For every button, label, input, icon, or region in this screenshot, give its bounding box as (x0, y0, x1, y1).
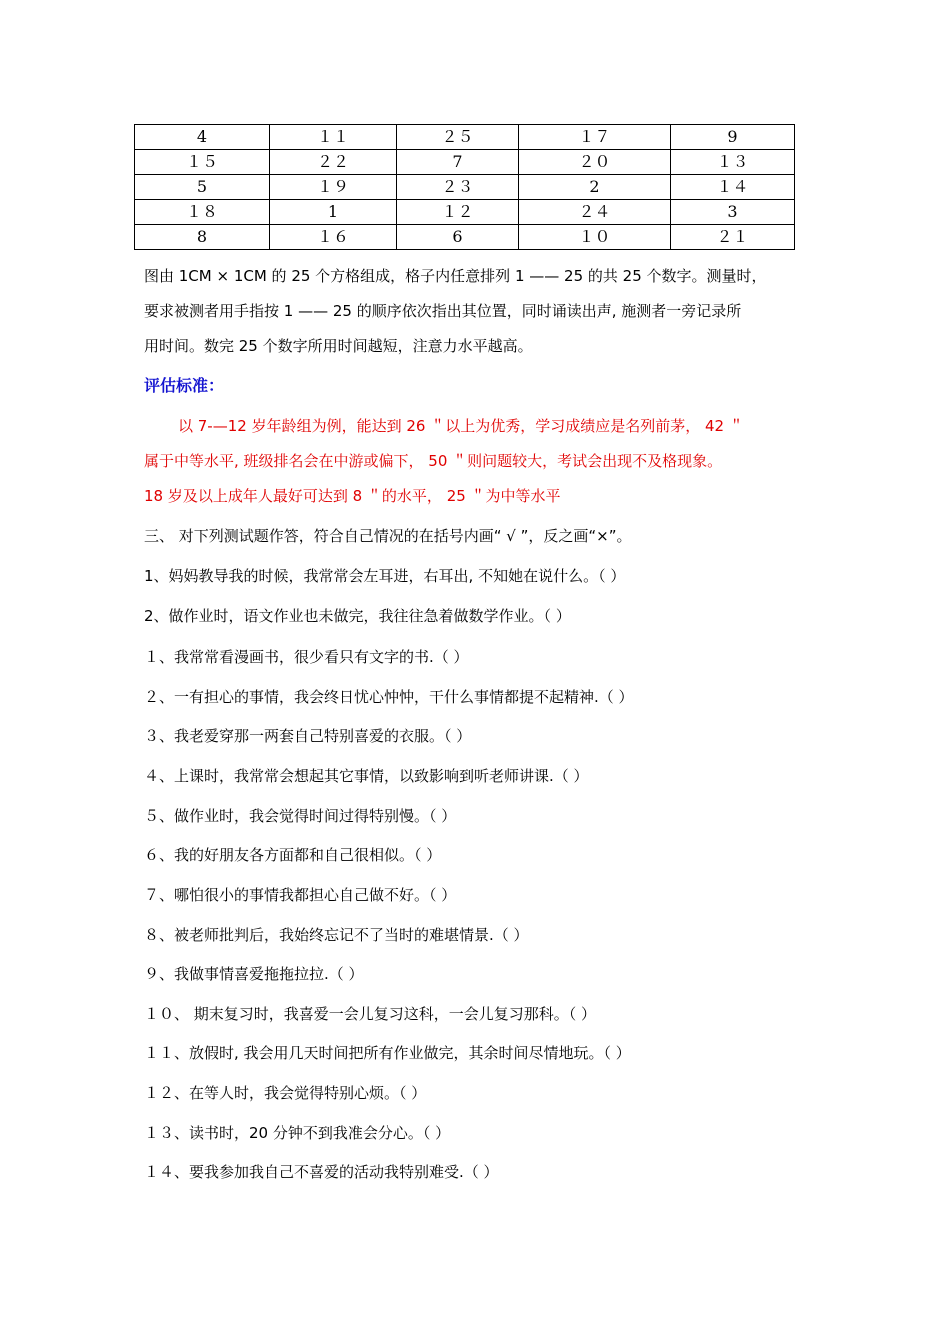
table-cell: １２ (397, 200, 519, 225)
question-item: ６、我的好朋友各方面都和自己很相似。（ ） (144, 846, 442, 864)
question-item: ３、我老爱穿那一两套自己特别喜爱的衣服。（ ） (144, 727, 472, 745)
table-cell: ２２ (270, 150, 397, 175)
table-cell: 8 (135, 225, 270, 250)
question-item: 2、做作业时，语文作业也未做完，我往往急着做数学作业。（ ） (144, 607, 571, 625)
table-cell: 6 (397, 225, 519, 250)
question-item: １２、在等人时，我会觉得特别心烦。（ ） (144, 1084, 427, 1102)
question-item: 1、妈妈教导我的时候，我常常会左耳进，右耳出, 不知她在说什么。（ ） (144, 567, 626, 585)
table-cell: 5 (135, 175, 270, 200)
table-cell: 1 (270, 200, 397, 225)
schulte-grid-table (134, 124, 795, 250)
table-cell: ２４ (519, 200, 671, 225)
question-item: ５、做作业时，我会觉得时间过得特别慢。（ ） (144, 807, 457, 825)
table-row (135, 175, 795, 200)
question-item: １４、要我参加我自己不喜爱的活动我特别难受.（ ） (144, 1163, 499, 1181)
table-cell: １３ (671, 150, 795, 175)
table-cell: １９ (270, 175, 397, 200)
table-cell: １８ (135, 200, 270, 225)
description-line-3: 用时间。数完 25 个数字所用时间越短，注意力水平越高。 (144, 337, 533, 355)
table-row (135, 125, 795, 150)
table-cell: 4 (135, 125, 270, 150)
table-row (135, 225, 795, 250)
table-cell: ２０ (519, 150, 671, 175)
question-item: １、我常常看漫画书，很少看只有文字的书.（ ） (144, 648, 469, 666)
table-cell: ２５ (397, 125, 519, 150)
table-cell: １１ (270, 125, 397, 150)
question-item: ９、我做事情喜爱拖拖拉拉.（ ） (144, 965, 364, 983)
table-cell: １６ (270, 225, 397, 250)
table-row (135, 150, 795, 175)
table-cell: 7 (397, 150, 519, 175)
table-cell: 9 (671, 125, 795, 150)
table-cell: １４ (671, 175, 795, 200)
table-cell: ２３ (397, 175, 519, 200)
question-item: １１、放假时, 我会用几天时间把所有作业做完，其余时间尽情地玩。（ ） (144, 1044, 631, 1062)
question-item: ７、哪怕很小的事情我都担心自己做不好。（ ） (144, 886, 457, 904)
table-cell: ２１ (671, 225, 795, 250)
question-item: ２、一有担心的事情，我会终日忧心忡忡，干什么事情都提不起精神.（ ） (144, 688, 634, 706)
criteria-heading: 评估标准： (144, 376, 225, 395)
question-item: ４、上课时，我常常会想起其它事情，以致影响到听老师讲课.（ ） (144, 767, 589, 785)
question-item: １０、 期末复习时，我喜爱一会儿复习这科，一会儿复习那科。（ ） (144, 1005, 597, 1023)
criteria-line-1: 以 7-—12 岁年龄组为例，能达到 26 ＂以上为优秀，学习成绩应是名列前茅， 42 ＂ (178, 417, 744, 435)
description-line-2: 要求被测者用手指按 1 —— 25 的顺序依次指出其位置，同时诵读出声, 施测者一旁记录所 (144, 302, 742, 320)
table-cell: 2 (519, 175, 671, 200)
question-item: １３、读书时，20 分钟不到我准会分心。（ ） (144, 1124, 451, 1142)
section-3-title: 三、 对下列测试题作答，符合自己情况的在括号内画“ √ ”，反之画“×”。 (144, 527, 632, 545)
table-cell: １７ (519, 125, 671, 150)
table-cell: 3 (671, 200, 795, 225)
table-cell: １０ (519, 225, 671, 250)
question-item: ８、被老师批判后，我始终忘记不了当时的难堪情景.（ ） (144, 926, 529, 944)
table-row (135, 200, 795, 225)
description-line-1: 图由 1CM × 1CM 的 25 个方格组成，格子内任意排列 1 —— 25 的共 25 个数字。测量时， (144, 267, 767, 285)
criteria-line-3: 18 岁及以上成年人最好可达到 8 ＂的水平， 25 ＂为中等水平 (144, 487, 561, 505)
table-cell: １５ (135, 150, 270, 175)
criteria-line-2: 属于中等水平, 班级排名会在中游或偏下， 50 ＂则问题较大，考试会出现不及格现象。 (144, 452, 723, 470)
